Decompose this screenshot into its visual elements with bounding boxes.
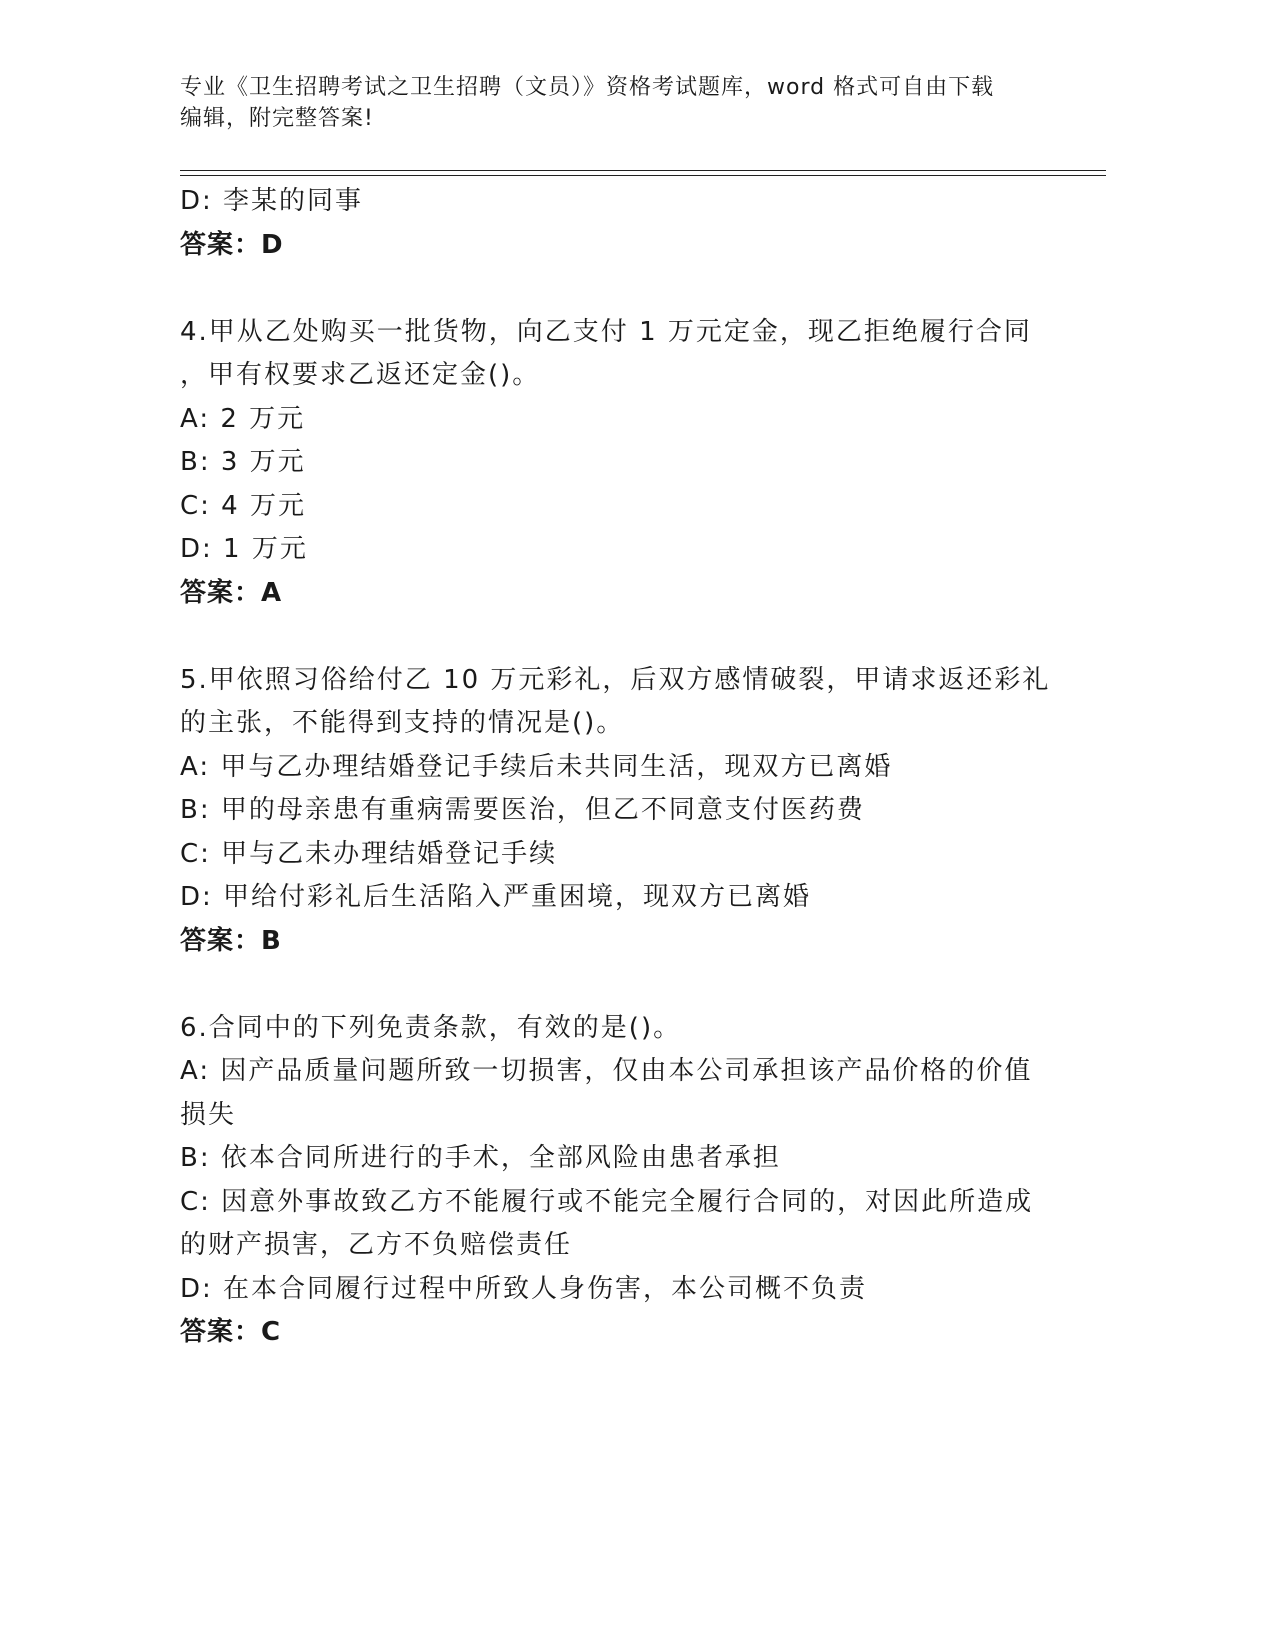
question-6 xyxy=(180,1007,1060,1355)
header-line-2: 编辑，附完整答案! xyxy=(180,106,374,131)
question-5 xyxy=(180,659,1060,964)
question-4 xyxy=(180,311,1060,616)
answer-label: 答案：B xyxy=(180,925,282,956)
answer-label: 答案：A xyxy=(180,577,283,608)
question-stem: 6.合同中的下列免责条款，有效的是()。 xyxy=(180,1012,682,1043)
header-line-1: 专业《卫生招聘考试之卫生招聘（文员）》资格考试题库，word 格式可自由下载 xyxy=(180,75,995,100)
option-b: B: 依本合同所进行的手术，全部风险由患者承担 xyxy=(180,1143,781,1173)
option-b: B: 甲的母亲患有重病需要医治，但乙不同意支付医药费 xyxy=(180,795,865,825)
option-c: C: 甲与乙未办理结婚登记手续 xyxy=(180,838,558,869)
option-c-continued: 的财产损害，乙方不负赔偿责任 xyxy=(180,1230,573,1260)
option-d: D: 1 万元 xyxy=(180,534,308,564)
question-stem: 的主张，不能得到支持的情况是()。 xyxy=(180,708,625,738)
question-stem: 5.甲依照习俗给付乙 10 万元彩礼，后双方感情破裂，甲请求返还彩礼 xyxy=(180,664,1051,695)
header-rule-top xyxy=(180,170,1106,171)
option-d: D: 李某的同事 xyxy=(180,186,364,216)
spacer xyxy=(180,963,1060,1007)
question-stem: 4.甲从乙处购买一批货物，向乙支付 1 万元定金，现乙拒绝履行合同 xyxy=(180,316,1032,347)
option-d: D: 在本合同履行过程中所致人身伤害，本公司概不负责 xyxy=(180,1273,868,1304)
page-header xyxy=(180,72,1040,134)
question-content xyxy=(180,180,1060,1355)
answer-label: 答案：C xyxy=(180,1317,282,1347)
option-a: A: 因产品质量问题所致一切损害，仅由本公司承担该产品价格的价值 xyxy=(180,1056,1033,1086)
previous-question-tail xyxy=(180,180,1060,267)
option-a-continued: 损失 xyxy=(180,1099,237,1130)
option-c: C: 4 万元 xyxy=(180,490,306,521)
answer-label: 答案：D xyxy=(180,229,284,260)
header-rule-bottom xyxy=(180,175,1106,176)
option-a: A: 2 万元 xyxy=(180,403,306,434)
spacer xyxy=(180,615,1060,659)
spacer xyxy=(180,267,1060,311)
option-a: A: 甲与乙办理结婚登记手续后未共同生活，现双方已离婚 xyxy=(180,751,893,782)
option-c: C: 因意外事故致乙方不能履行或不能完全履行合同的，对因此所造成 xyxy=(180,1186,1034,1217)
question-stem: ，甲有权要求乙返还定金()。 xyxy=(180,360,541,390)
option-b: B: 3 万元 xyxy=(180,447,306,477)
option-d: D: 甲给付彩礼后生活陷入严重困境，现双方已离婚 xyxy=(180,882,812,912)
